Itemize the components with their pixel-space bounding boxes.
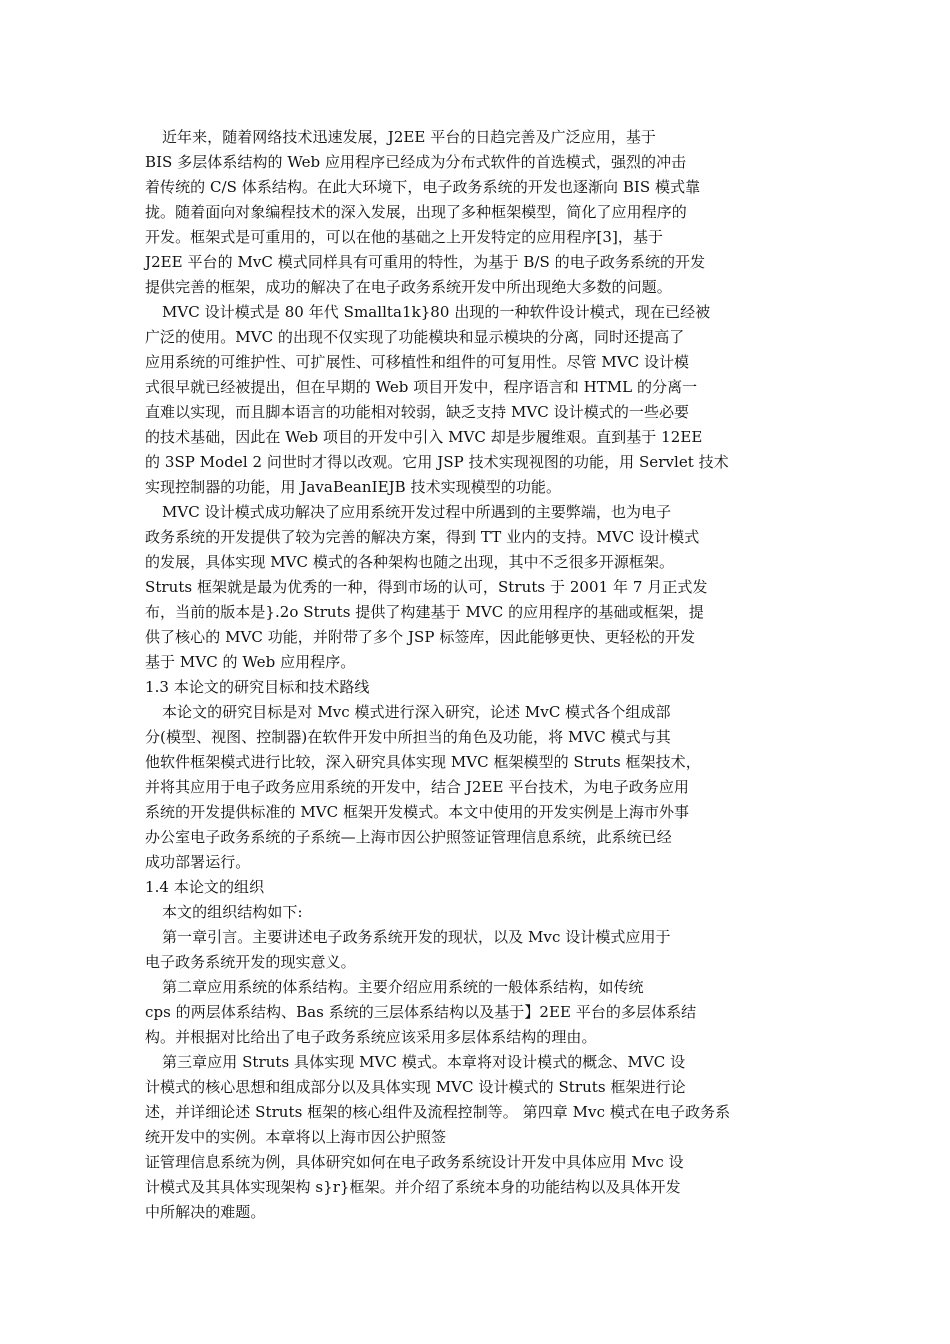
paragraph-line: 第一章引言。主要讲述电子政务系统开发的现状，以及 Mvc 设计模式应用于 bbox=[162, 928, 671, 946]
paragraph-line: 供了核心的 MVC 功能，并附带了多个 JSP 标签库，因此能够更快、更轻松的开发 bbox=[145, 628, 696, 646]
paragraph-line: 基于 MVC 的 Web 应用程序。 bbox=[145, 653, 356, 671]
paragraph-line: 直难以实现，而且脚本语言的功能相对较弱，缺乏支持 MVC 设计模式的一些必要 bbox=[145, 403, 690, 421]
paragraph-line: 开发。框架式是可重用的，可以在他的基础之上开发特定的应用程序[3]，基于 bbox=[145, 228, 664, 246]
paragraph-line: 系统的开发提供标准的 MVC 框架开发模式。本文中使用的开发实例是上海市外事 bbox=[145, 803, 690, 821]
paragraph-line: 政务系统的开发提供了较为完善的解决方案，得到 TT 业内的支持。MVC 设计模式 bbox=[145, 528, 700, 546]
paragraph-line: 他软件框架模式进行比较，深入研究具体实现 MVC 框架模型的 Struts 框架技术， bbox=[145, 753, 701, 771]
paragraph-line: 并将其应用于电子政务应用系统的开发中，结合 J2EE 平台技术，为电子政务应用 bbox=[145, 778, 689, 796]
paragraph-line: 电子政务系统开发的现实意义。 bbox=[145, 953, 356, 971]
paragraph-line: MVC 设计模式是 80 年代 Smallta1k}80 出现的一种软件设计模式，现在已经被 bbox=[162, 303, 711, 321]
paragraph-line: 成功部署运行。 bbox=[145, 853, 251, 871]
paragraph-line: 证管理信息系统为例，具体研究如何在电子政务系统设计开发中具体应用 Mvc 设 bbox=[145, 1153, 684, 1171]
section-heading-1-4: 1.4 本论文的组织 bbox=[145, 878, 265, 896]
paragraph-line: 的 3SP Model 2 问世时才得以改观。它用 JSP 技术实现视图的功能，用 Servlet 技术 bbox=[145, 453, 729, 471]
paragraph-line: 实现控制器的功能，用 JavaBeanIEJB 技术实现模型的功能。 bbox=[145, 478, 562, 496]
paragraph-line: 近年来，随着网络技术迅速发展，J2EE 平台的日趋完善及广泛应用，基于 bbox=[162, 128, 656, 146]
paragraph-line: 第二章应用系统的体系结构。主要介绍应用系统的一般体系结构，如传统 bbox=[162, 978, 644, 996]
paragraph-line: 广泛的使用。MVC 的出现不仅实现了功能模块和显示模块的分离，同时还提高了 bbox=[145, 328, 685, 346]
paragraph-line: 计模式及其具体实现架构 s}r}框架。并介绍了系统本身的功能结构以及具体开发 bbox=[145, 1178, 681, 1196]
paragraph-line: 统开发中的实例。本章将以上海市因公护照签 bbox=[145, 1128, 447, 1146]
paragraph-line: 办公室电子政务系统的子系统—上海市因公护照签证管理信息系统，此系统已经 bbox=[145, 828, 672, 846]
paragraph-line: 拢。随着面向对象编程技术的深入发展，出现了多种框架模型，简化了应用程序的 bbox=[145, 203, 687, 221]
paragraph-line: 着传统的 C/S 体系结构。在此大环境下，电子政务系统的开发也逐渐向 BIS 模式靠 bbox=[145, 178, 701, 196]
paragraph-line: MVC 设计模式成功解决了应用系统开发过程中所遇到的主要弊端，也为电子 bbox=[162, 503, 672, 521]
paragraph-line: 分(模型、视图、控制器)在软件开发中所担当的角色及功能，将 MVC 模式与其 bbox=[145, 728, 671, 746]
paragraph-line: 计模式的核心思想和组成部分以及具体实现 MVC 设计模式的 Struts 框架进行论 bbox=[145, 1078, 686, 1096]
paragraph-line: J2EE 平台的 MvC 模式同样具有可重用的特性，为基于 B/S 的电子政务系统的开发 bbox=[145, 253, 706, 271]
paragraph-line: 构。并根据对比给出了电子政务系统应该采用多层体系结构的理由。 bbox=[145, 1028, 597, 1046]
paragraph-line: 的发展，具体实现 MVC 模式的各种架构也随之出现，其中不乏很多开源框架。 bbox=[145, 553, 675, 571]
paragraph-line: 本论文的研究目标是对 Mvc 模式进行深入研究，论述 MvC 模式各个组成部 bbox=[162, 703, 671, 721]
paragraph-line: 应用系统的可维护性、可扩展性、可移植性和组件的可复用性。尽管 MVC 设计模 bbox=[145, 353, 690, 371]
paragraph-line: 提供完善的框架，成功的解决了在电子政务系统开发中所出现绝大多数的问题。 bbox=[145, 278, 672, 296]
paragraph-line: cps 的两层体系结构、Bas 系统的三层体系结构以及基于】2EE 平台的多层体系结 bbox=[145, 1003, 697, 1021]
paragraph-line: 的技术基础，因此在 Web 项目的开发中引入 MVC 却是步履维艰。直到基于 12EE bbox=[145, 428, 703, 446]
paragraph-line: 式很早就已经被提出，但在早期的 Web 项目开发中，程序语言和 HTML 的分离一 bbox=[145, 378, 698, 396]
paragraph-line: Struts 框架就是最为优秀的一种，得到市场的认可，Struts 于 2001 年 7 月正式发 bbox=[145, 578, 708, 596]
paragraph-line: 第三章应用 Struts 具体实现 MVC 模式。本章将对设计模式的概念、MVC 设 bbox=[162, 1053, 686, 1071]
section-heading-1-3: 1.3 本论文的研究目标和技术路线 bbox=[145, 678, 370, 696]
paragraph-line: 述，并详细论述 Struts 框架的核心组件及流程控制等。 第四章 Mvc 模式在电子政务系 bbox=[145, 1103, 731, 1121]
paragraph-line: 中所解决的难题。 bbox=[145, 1203, 266, 1221]
paragraph-line: 本文的组织结构如下: bbox=[162, 903, 303, 921]
paragraph-line: 布，当前的版本是}.2o Struts 提供了构建基于 MVC 的应用程序的基础或框架，提 bbox=[145, 603, 704, 621]
paragraph-line: BIS 多层体系结构的 Web 应用程序已经成为分布式软件的首选模式，强烈的冲击 bbox=[145, 153, 687, 171]
